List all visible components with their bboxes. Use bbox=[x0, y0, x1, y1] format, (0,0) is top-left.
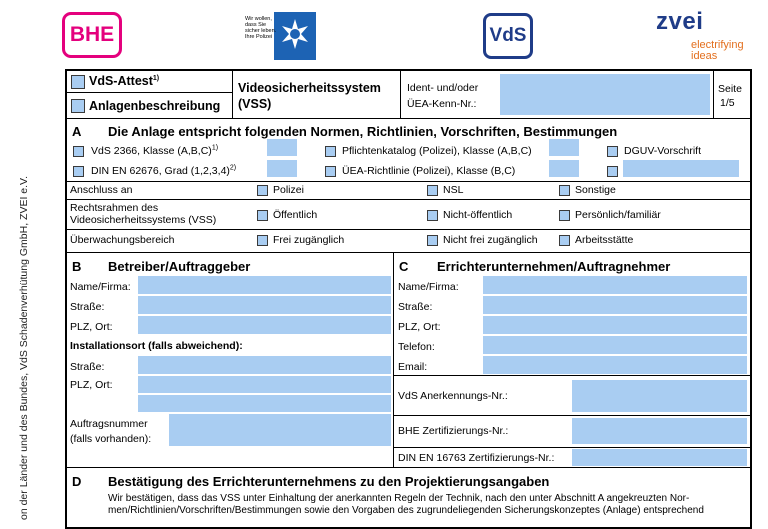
nicht-oeffentlich-label: Nicht-öffentlich bbox=[443, 209, 513, 221]
b-plz2-label: PLZ, Ort: bbox=[70, 379, 113, 391]
anschluss-label: Anschluss an bbox=[70, 184, 133, 196]
vds2366-klasse-field[interactable] bbox=[267, 139, 297, 156]
polizei-checkbox[interactable] bbox=[257, 185, 268, 196]
pflichten-label: Pflichtenkatalog (Polizei), Klasse (A,B,C) bbox=[342, 145, 532, 157]
c-plz-label: PLZ, Ort: bbox=[398, 321, 441, 333]
din62676-label: DIN EN 62676, Grad $(1,2,3,4)^{2)}$ bbox=[91, 164, 237, 177]
nicht-frei-checkbox[interactable] bbox=[427, 235, 438, 246]
section-c-letter: C bbox=[399, 259, 409, 274]
b-plz2-field-1[interactable] bbox=[138, 376, 391, 393]
frei-checkbox[interactable] bbox=[257, 235, 268, 246]
dguv-checkbox[interactable] bbox=[607, 146, 618, 157]
dguv-label: DGUV-Vorschrift bbox=[624, 145, 702, 157]
arbeitsstaette-label: Arbeitsstätte bbox=[575, 234, 634, 246]
section-d-title: Bestätigung des Errichterunternehmens zu den Projektierungsangaben bbox=[108, 474, 550, 489]
section-c-title: Errichterunternehmen/Auftragnehmer bbox=[437, 259, 671, 274]
vds2366-checkbox[interactable] bbox=[73, 146, 84, 157]
b-plz-field[interactable] bbox=[138, 316, 391, 334]
uea-label: ÜEA-Richtlinie (Polizei), Klasse (B,C) bbox=[342, 165, 516, 177]
b-strasse2-label: Straße: bbox=[70, 361, 105, 373]
sonstige-checkbox[interactable] bbox=[559, 185, 570, 196]
section-d-text-1: Wir bestätigen, dass das VSS unter Einhaltung der anerkannten Regeln der Technik, nach den unter Abschnitt A angekreuzten Nor- bbox=[108, 493, 690, 504]
b-strasse2-field[interactable] bbox=[138, 356, 391, 374]
pflichten-klasse-field[interactable] bbox=[549, 139, 579, 156]
ident-label: Ident- und/oder bbox=[407, 82, 479, 94]
anlagen-label: Anlagenbeschreibung bbox=[89, 99, 221, 113]
persoenlich-checkbox[interactable] bbox=[559, 210, 570, 221]
bhe-logo: BHE bbox=[62, 12, 122, 58]
uea-klasse-field[interactable] bbox=[549, 160, 579, 177]
vds-attest-checkbox[interactable] bbox=[71, 75, 85, 89]
zvei-logo: zvei bbox=[656, 8, 704, 35]
side-copyright: on der Länder und des Bundes, VdS Schadenverhütung GmbH, ZVEI e.V. bbox=[18, 175, 30, 520]
nsl-checkbox[interactable] bbox=[427, 185, 438, 196]
oeffentlich-label: Öffentlich bbox=[273, 209, 318, 221]
b-plz2-field-2[interactable] bbox=[138, 395, 391, 412]
vds2366-label: VdS 2366, Klasse $(A,B,C)^{1)}$ bbox=[91, 144, 219, 157]
other-norm-field[interactable] bbox=[623, 160, 739, 177]
form-frame bbox=[65, 69, 752, 529]
b-plz-label: PLZ, Ort: bbox=[70, 321, 113, 333]
nsl-label: NSL bbox=[443, 184, 464, 196]
din62676-checkbox[interactable] bbox=[73, 166, 84, 177]
c-name-label: Name/Firma: bbox=[398, 281, 459, 293]
form-title: Videosicherheitssystem bbox=[238, 81, 381, 95]
c-email-label: Email: bbox=[398, 361, 428, 373]
anlagen-checkbox[interactable] bbox=[71, 99, 85, 113]
rechtsrahmen-label-2: Videosicherheitssystems (VSS) bbox=[70, 214, 217, 226]
form-title-vss: (VSS) bbox=[238, 97, 272, 111]
section-d-letter: D bbox=[72, 474, 82, 489]
section-a-title: Die Anlage entspricht folgenden Normen, Richtlinien, Vorschriften, Bestimmungen bbox=[108, 124, 618, 139]
ueberwachung-label: Überwachungsbereich bbox=[70, 234, 175, 246]
c-email-field[interactable] bbox=[483, 356, 747, 374]
din16763-label: DIN EN 16763 Zertifizierungs-Nr.: bbox=[398, 452, 555, 464]
c-telefon-label: Telefon: bbox=[398, 341, 435, 353]
pflichten-checkbox[interactable] bbox=[325, 146, 336, 157]
b-name-field[interactable] bbox=[138, 276, 391, 294]
ident-nr-field[interactable] bbox=[500, 74, 710, 115]
c-strasse-label: Straße: bbox=[398, 301, 433, 313]
vds-attest-label: VdS-Attest$^{1)}$ bbox=[89, 74, 160, 88]
din62676-grad-field[interactable] bbox=[267, 160, 297, 177]
b-name-label: Name/Firma: bbox=[70, 281, 131, 293]
rechtsrahmen-label: Rechtsrahmen des bbox=[70, 202, 159, 214]
auftrag-label-2: (falls vorhanden): bbox=[70, 433, 152, 445]
polizei-label: Polizei bbox=[273, 184, 304, 196]
oeffentlich-checkbox[interactable] bbox=[257, 210, 268, 221]
c-name-field[interactable] bbox=[483, 276, 747, 294]
polizei-logo: Wir wollen, dass Sie sicher leben. Ihre Polizei bbox=[244, 12, 316, 60]
frei-label: Frei zugänglich bbox=[273, 234, 345, 246]
seite-label: Seite bbox=[718, 83, 742, 95]
auftrag-field[interactable] bbox=[169, 414, 391, 446]
uea-checkbox[interactable] bbox=[325, 166, 336, 177]
b-strasse-field[interactable] bbox=[138, 296, 391, 314]
section-a-letter: A bbox=[72, 124, 82, 139]
c-plz-field[interactable] bbox=[483, 316, 747, 334]
seite-number: 1/5 bbox=[720, 97, 735, 109]
auftrag-label: Auftragsnummer bbox=[70, 418, 148, 430]
vds-anerk-field[interactable] bbox=[572, 380, 747, 412]
vds-logo: VdS bbox=[483, 13, 533, 59]
b-strasse-label: Straße: bbox=[70, 301, 105, 313]
persoenlich-label: Persönlich/familiär bbox=[575, 209, 661, 221]
section-d-text-2: men/Richtlinien/Vorschriften/Bestimmungen sowie den Vorgaben des zugrundeliegenden Sicherungskonzeptes (Anlage) entsprechend bbox=[108, 505, 704, 516]
section-b-title: Betreiber/Auftraggeber bbox=[108, 259, 251, 274]
arbeitsstaette-checkbox[interactable] bbox=[559, 235, 570, 246]
c-strasse-field[interactable] bbox=[483, 296, 747, 314]
din16763-field[interactable] bbox=[572, 449, 747, 466]
other-norm-checkbox[interactable] bbox=[607, 166, 618, 177]
bhe-zert-field[interactable] bbox=[572, 418, 747, 444]
vds-anerk-label: VdS Anerkennungs-Nr.: bbox=[398, 390, 508, 402]
nicht-oeffentlich-checkbox[interactable] bbox=[427, 210, 438, 221]
install-label: Installationsort (falls abweichend): bbox=[70, 340, 243, 352]
uea-kenn-label: ÜEA-Kenn-Nr.: bbox=[407, 98, 477, 110]
section-b-letter: B bbox=[72, 259, 82, 274]
zvei-tagline: electrifying ideas bbox=[691, 39, 744, 62]
nicht-frei-label: Nicht frei zugänglich bbox=[443, 234, 538, 246]
bhe-zert-label: BHE Zertifizierungs-Nr.: bbox=[398, 425, 509, 437]
sonstige-label: Sonstige bbox=[575, 184, 616, 196]
c-telefon-field[interactable] bbox=[483, 336, 747, 354]
